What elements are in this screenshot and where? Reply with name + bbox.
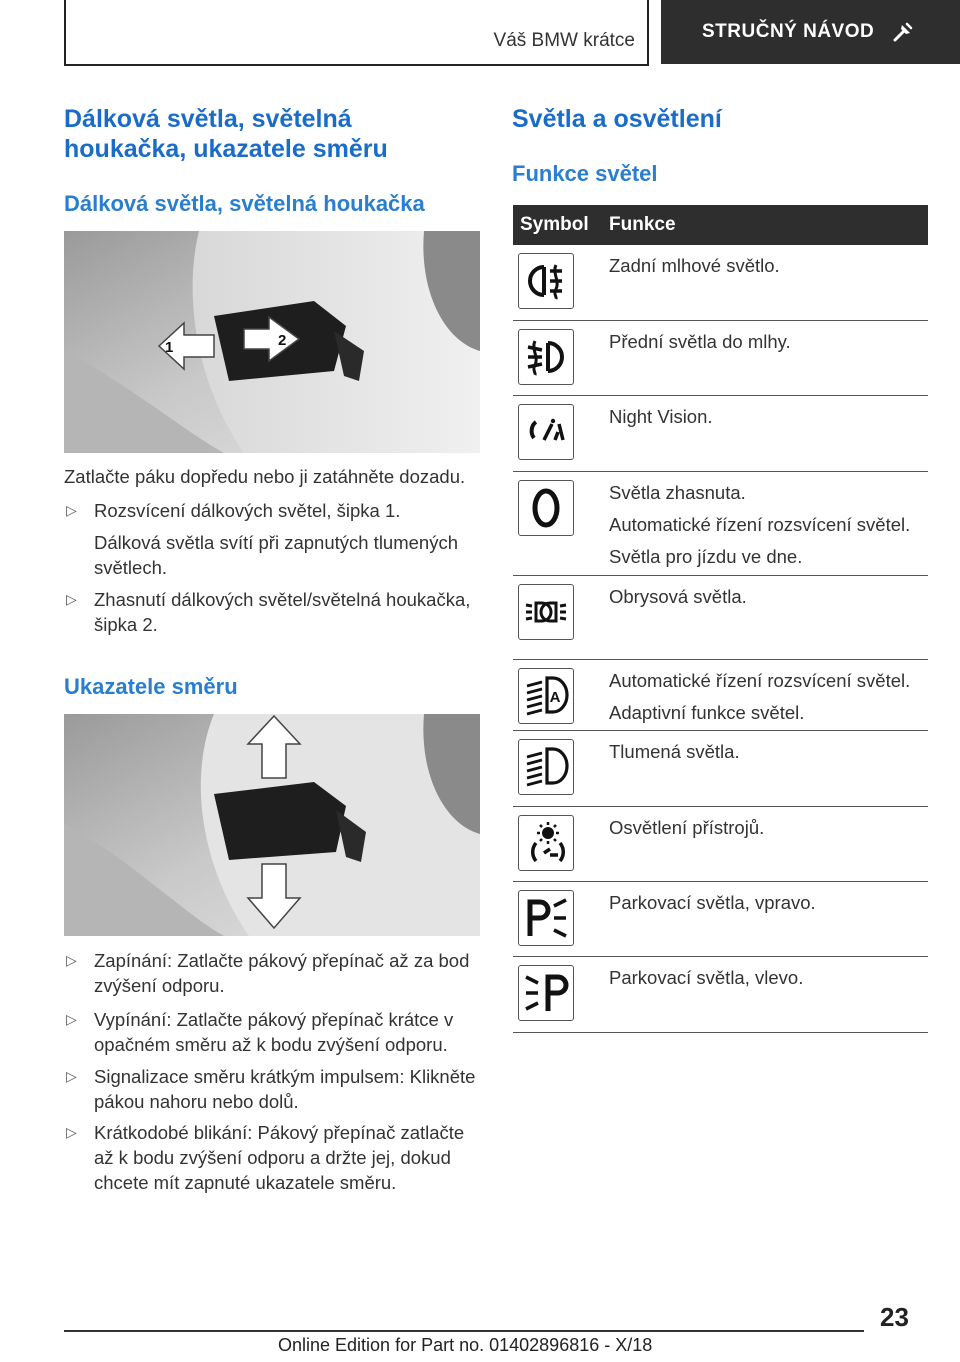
table-row (513, 396, 928, 472)
beam-bullet-1-text: Rozsvícení dálkových světel, šipka 1. (94, 500, 401, 521)
parking-light-left-icon (518, 965, 574, 1021)
beam-intro-text: Zatlačte páku dopředu nebo ji zatáhněte dozadu. (64, 466, 466, 487)
arrow-label-1: 1 (165, 339, 174, 356)
function-text: Tlumená světla. (609, 741, 740, 762)
arrow-label-2: 2 (278, 332, 287, 349)
parking-lights-icon (518, 584, 574, 640)
signal-bullet-3-text: Signalizace směru krátkým impulsem: Klikněte pákou nahoru nebo dolů. (94, 1066, 476, 1112)
table-row (513, 807, 928, 882)
header-right-border (647, 0, 649, 66)
table-row (513, 472, 928, 576)
function-text: Obrysová světla. (609, 586, 747, 607)
lights-off-zero-icon (518, 480, 574, 536)
beam-bullet-1 (64, 498, 480, 580)
left-heading: Dálková světla, světelná houkačka, ukazatele směru (64, 105, 388, 163)
function-text: Přední světla do mlhy. (609, 331, 791, 352)
signal-bullet-3 (64, 1064, 480, 1114)
front-fog-light-icon (518, 329, 574, 385)
turn-signal-stalk-figure (64, 714, 480, 936)
high-beam-heading: Dálková světla, světelná houkačka (64, 191, 425, 216)
function-text: Adaptivní funkce světel. (609, 702, 805, 723)
turn-signals-heading: Ukazatele směru (64, 674, 238, 699)
signal-bullet-4-text: Krátkodobé blikání: Pákový přepínač zatlačte až k bodu zvýšení odporu a držte jej, dokud chcete mít zapnuté ukazatele směru. (94, 1122, 465, 1193)
signal-bullet-1-text: Zapínání: Zatlačte pákový přepínač až za bod zvýšení odporu. (94, 950, 470, 996)
function-text: Parkovací světla, vlevo. (609, 967, 804, 988)
low-beam-icon (518, 739, 574, 795)
column-header-function: Funkce (609, 214, 676, 235)
table-header (513, 205, 928, 245)
signal-bullet-2 (64, 1007, 480, 1057)
chapter-tab-label: STRUČNÝ NÁVOD (702, 21, 875, 42)
bullet-marker: ▷ (66, 591, 77, 607)
parking-light-right-icon (518, 890, 574, 946)
table-row (513, 957, 928, 1033)
table-row (513, 660, 928, 731)
function-text: Automatické řízení rozsvícení světel. (609, 670, 911, 691)
svg-text:A: A (549, 689, 561, 706)
function-text: Osvětlení přístrojů. (609, 817, 765, 838)
function-text: Světla zhasnuta. (609, 482, 746, 503)
signal-bullet-1 (64, 948, 480, 998)
bullet-marker: ▷ (66, 1068, 77, 1084)
bullet-marker: ▷ (66, 1011, 77, 1027)
bullet-marker: ▷ (66, 952, 77, 968)
page-number: 23 (880, 1302, 909, 1332)
beam-bullet-1-subtext: Dálková světla svítí při zapnutých tlumených světlech. (94, 532, 458, 578)
table-row (513, 321, 928, 396)
rear-fog-light-icon (518, 253, 574, 309)
footer-edition-text: Online Edition for Part no. 01402896816 - X/18 (278, 1335, 653, 1355)
function-text: Světla pro jízdu ve dne. (609, 546, 803, 567)
bullet-marker: ▷ (66, 502, 77, 518)
night-vision-icon (518, 404, 574, 460)
header-rule (64, 64, 649, 66)
high-beam-stalk-figure (64, 231, 480, 453)
header-left-border (64, 0, 66, 66)
bullet-marker: ▷ (66, 1124, 77, 1140)
instrument-lighting-icon (518, 815, 574, 871)
function-text: Zadní mlhové světlo. (609, 255, 780, 276)
table-row (513, 245, 928, 321)
beam-bullet-2 (64, 587, 480, 637)
right-heading: Světla a osvětlení (512, 105, 722, 133)
table-row (513, 731, 928, 807)
signal-bullet-4 (64, 1120, 480, 1195)
footer-rule (64, 1330, 864, 1332)
table-row (513, 882, 928, 957)
function-text: Parkovací světla, vpravo. (609, 892, 816, 913)
light-functions-table (513, 205, 928, 1033)
function-text: Automatické řízení rozsvícení světel. (609, 514, 911, 535)
wrench-tool-icon (892, 21, 914, 43)
table-row (513, 576, 928, 660)
signal-bullet-2-text: Vypínání: Zatlačte pákový přepínač krátce v opačném směru až k bodu zvýšení odporu. (94, 1009, 454, 1055)
column-header-symbol: Symbol (520, 214, 589, 235)
light-functions-heading: Funkce světel (512, 161, 658, 186)
function-text: Night Vision. (609, 406, 713, 427)
auto-headlight-icon (518, 668, 574, 724)
header-section-title: Váš BMW krátce (493, 30, 635, 51)
header-chapter-tab (661, 0, 960, 64)
beam-bullet-2-text: Zhasnutí dálkových světel/světelná houkačka, šipka 2. (94, 589, 471, 635)
